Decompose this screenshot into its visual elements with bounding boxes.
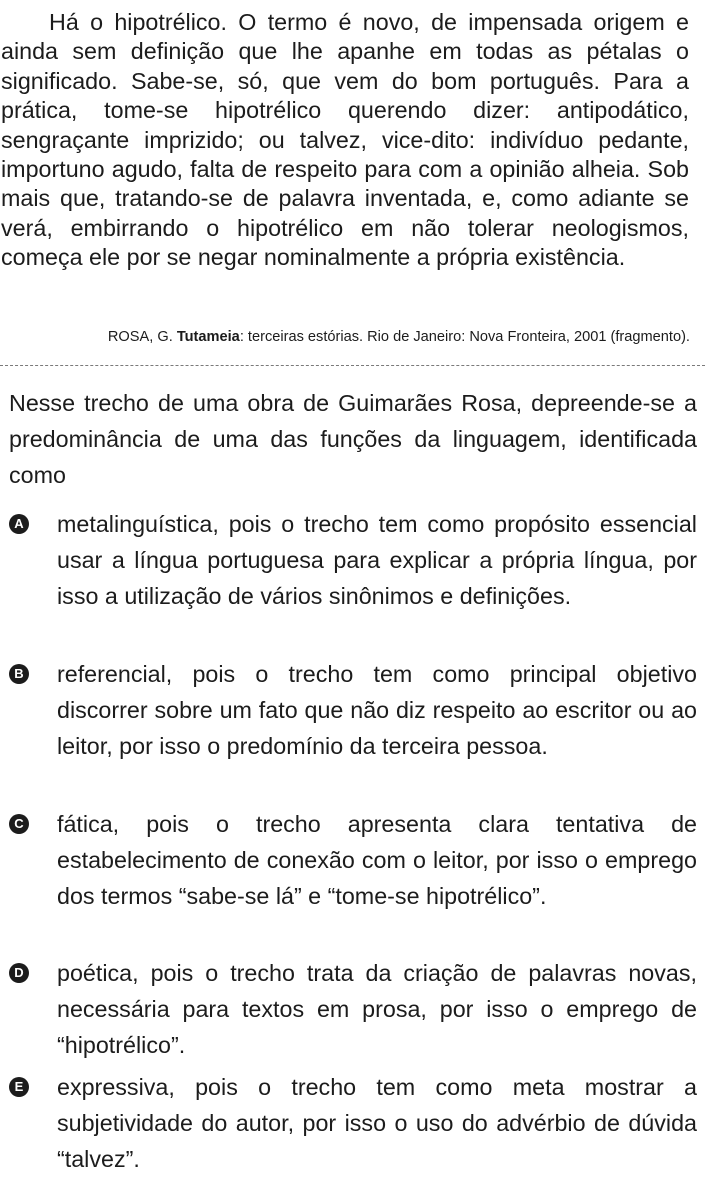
- citation-work-title: Tutameia: [176, 329, 240, 345]
- option-c-letter-badge: C: [9, 814, 29, 834]
- option-a-text: metalinguística, pois o trecho tem como propósito essencial usar a língua portuguesa para explicar a própria língua, por isso a utilização de vários sinônimos e definições.: [57, 511, 697, 609]
- option-a-letter-badge: A: [9, 514, 29, 534]
- option-e-letter-badge: E: [9, 1077, 29, 1097]
- option-b-text: referencial, pois o trecho tem como principal objetivo discorrer sobre um fato que não diz respeito ao escritor ou ao leitor, por isso o predomínio da terceira pessoa.: [57, 661, 697, 759]
- citation-author: ROSA, G.: [107, 329, 173, 345]
- question-stem: Nesse trecho de uma obra de Guimarães Rosa, depreende-se a predominância de uma das funções da linguagem, identificada como: [9, 390, 697, 488]
- citation-details: : terceiras estórias. Rio de Janeiro: Nova Fronteira, 2001 (fragmento).: [239, 329, 690, 345]
- option-d-letter-badge: D: [9, 963, 29, 983]
- option-d-text: poética, pois o trecho trata da criação de palavras novas, necessária para textos em prosa, por isso o emprego de “hipotrélico”.: [57, 960, 697, 1058]
- option-b-letter-badge: B: [9, 664, 29, 684]
- source-citation: [0, 327, 690, 347]
- source-passage: Há o hipotrélico. O termo é novo, de impensada origem e ainda sem definição que lhe apanhe em todas as pétalas o significado. Sabe-se, só, que vem do bom português. Para a prática, tome-se hipotrélico querendo dizer: antipodático, sengraçante imprizido; ou talvez, vice-dito: indivíduo pedante, importuno agudo, falta de respeito para com a opinião alheia. Sob mais que, tratando-se de palavra inventada, e, como adiante se verá, embirrando o hipotrélico em não tolerar neologismos, começa ele por se negar nominalmente a própria existência.: [1, 9, 689, 271]
- dashed-divider: [0, 365, 705, 366]
- option-e-text: expressiva, pois o trecho tem como meta mostrar a subjetividade do autor, por isso o uso do advérbio de dúvida “talvez”.: [57, 1074, 697, 1172]
- option-c-text: fática, pois o trecho apresenta clara tentativa de estabelecimento de conexão com o leitor, por isso o emprego dos termos “sabe-se lá” e “tome-se hipotrélico”.: [57, 811, 697, 909]
